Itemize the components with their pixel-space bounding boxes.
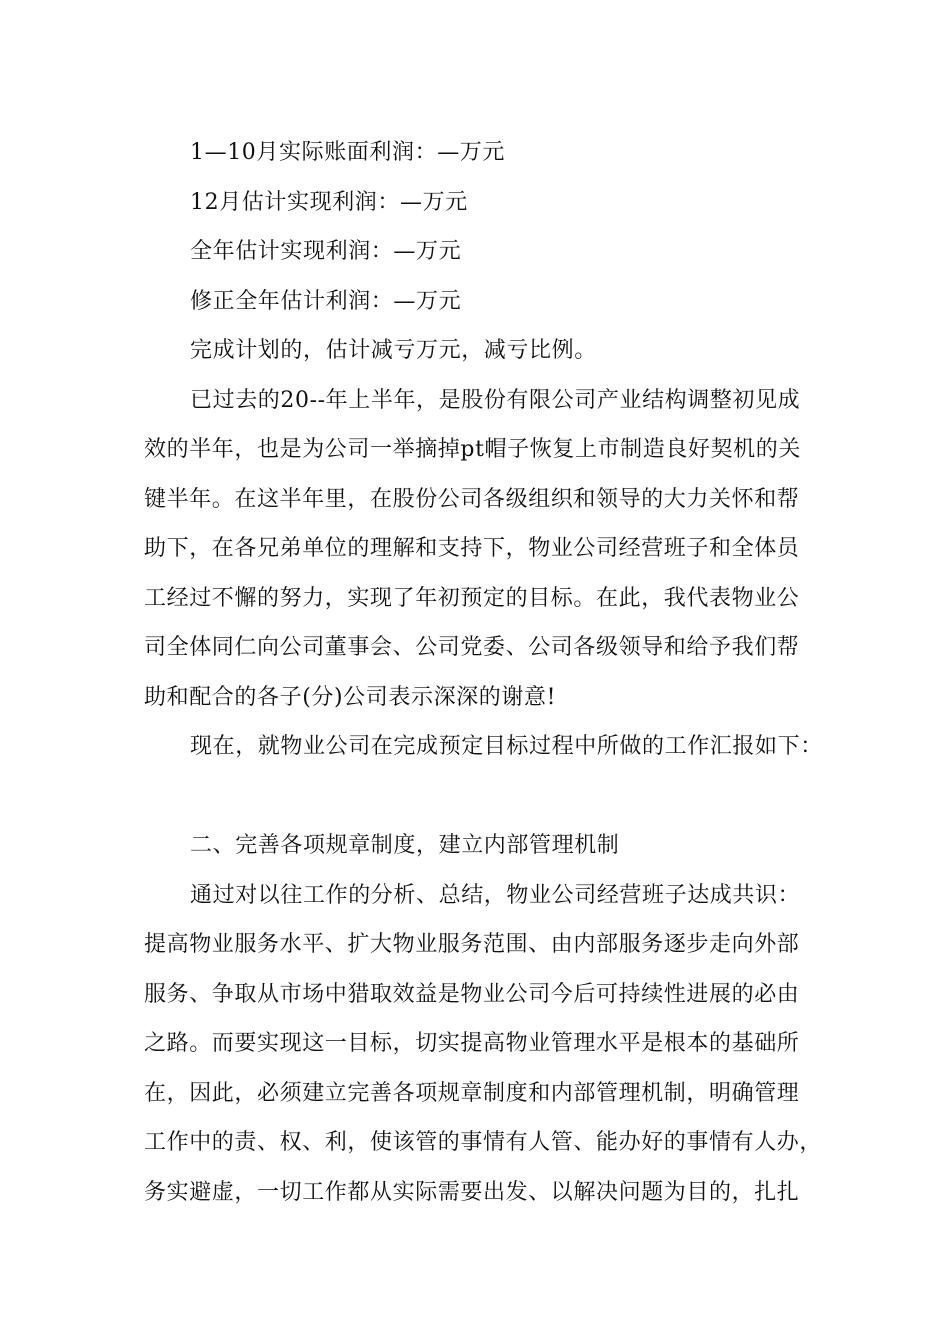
paragraph-line: 工作中的责、权、利，使该管的事情有人管、能办好的事情有人办， — [144, 1130, 823, 1155]
paragraph-line: 工经过不懈的努力，实现了年初预定的目标。在此，我代表物业公 — [144, 585, 800, 611]
paragraph-line: 司全体同仁向公司董事会、公司党委、公司各级领导和给予我们帮 — [144, 635, 800, 660]
summary-line: 完成计划的，估计减亏万元，减亏比例。 — [190, 338, 597, 363]
paragraph-line: 之路。而要实现这一目标，切实提高物业管理水平是根本的基础所 — [144, 1031, 800, 1056]
report-intro-line: 现在，就物业公司在完成预定目标过程中所做的工作汇报如下： — [190, 734, 823, 759]
paragraph-line: 已过去的20--年上半年，是股份有限公司产业结构调整初见成 — [190, 387, 801, 413]
section-heading: 二、完善各项规章制度，建立内部管理机制 — [190, 833, 620, 858]
summary-line: 修正全年估计利润：—万元 — [190, 288, 462, 314]
paragraph-line: 服务、争取从市场中猎取效益是物业公司今后可持续性进展的必由 — [144, 981, 800, 1007]
document-body — [144, 128, 834, 1217]
paragraph-line: 通过对以往工作的分析、总结，物业公司经营班子达成共识： — [190, 882, 801, 908]
summary-line: 全年估计实现利润：—万元 — [190, 239, 462, 264]
summary-line: 1—10月实际账面利润：—万元 — [190, 140, 505, 165]
blank-line — [144, 772, 834, 822]
paragraph-line: 助下，在各兄弟单位的理解和支持下，物业公司经营班子和全体员 — [144, 536, 800, 561]
paragraph-line: 务实避虚，一切工作都从实际需要出发、以解决问题为目的，扎扎 — [144, 1179, 800, 1205]
paragraph-line: 在，因此，必须建立完善各项规章制度和内部管理机制，明确管理 — [144, 1080, 800, 1106]
paragraph-line: 效的半年，也是为公司一举摘掉pt帽子恢复上市制造良好契机的关 — [144, 437, 801, 462]
paragraph-line: 键半年。在这半年里，在股份公司各级组织和领导的大力关怀和帮 — [144, 486, 800, 512]
paragraph-line: 提高物业服务水平、扩大物业服务范围、由内部服务逐步走向外部 — [144, 932, 800, 957]
paragraph-line: 助和配合的各子(分)公司表示深深的谢意! — [144, 684, 557, 710]
summary-line: 12月估计实现利润：—万元 — [190, 189, 468, 215]
